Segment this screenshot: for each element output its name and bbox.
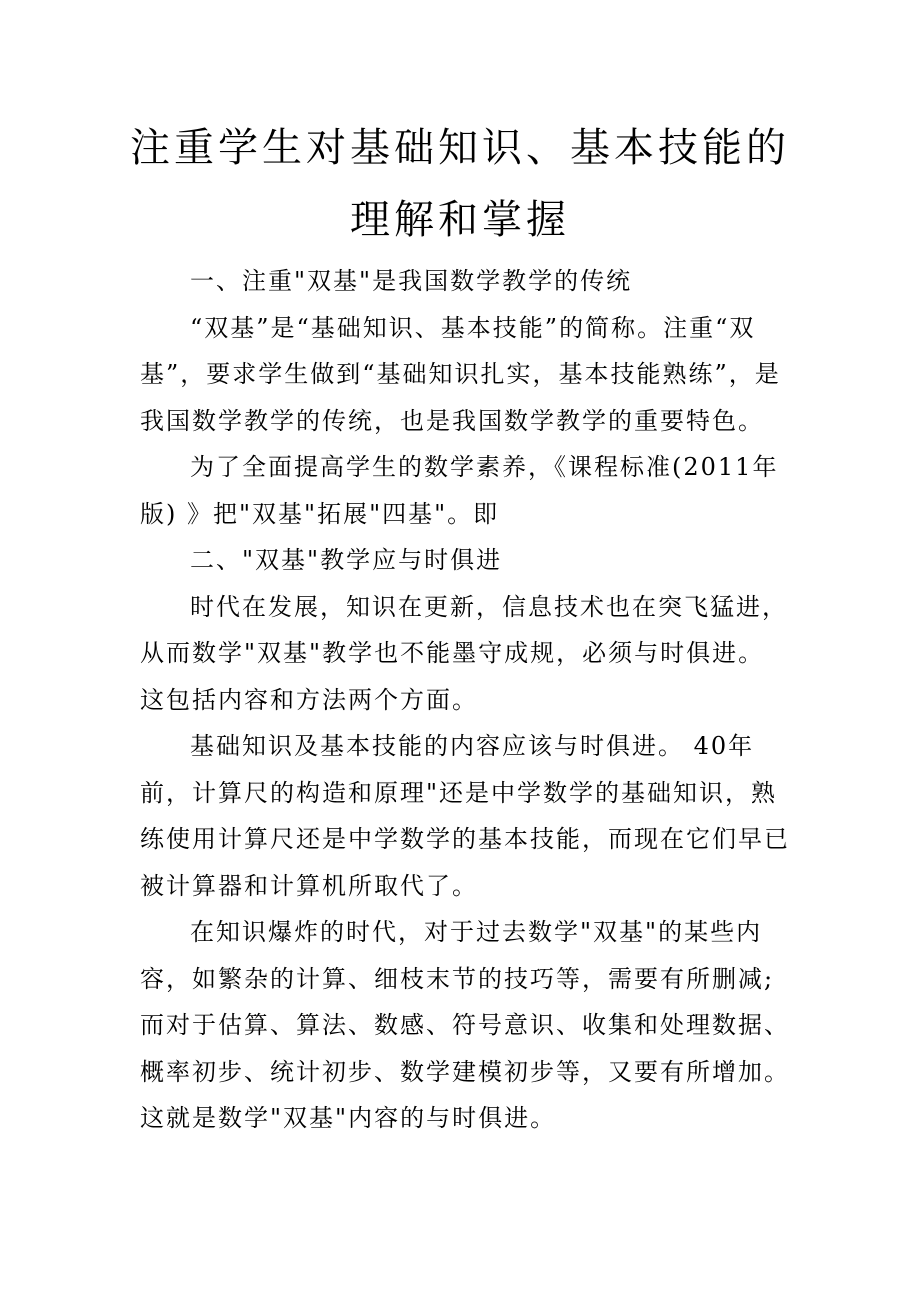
section-heading-1: 一、注重"双基"是我国数学教学的传统: [190, 267, 633, 295]
document-title-line-1: 注重学生对基础知识、基本技能的: [130, 125, 790, 171]
section-heading-2: 二、"双基"教学应与时俱进: [190, 546, 503, 574]
document-body: [140, 258, 790, 1142]
paragraph-sji-extension: 为了全面提高学生的数学素养，《课程标准(2011年版) 》把"双基"拓展"四基"。即: [140, 453, 779, 528]
paragraph-times-development: 时代在发展，知识在更新，信息技术也在突飞猛进，从而数学"双基"教学也不能墨守成规，必须与时俱进。这包括内容和方法两个方面。: [140, 592, 788, 714]
document-title-line-2: 理解和掌握: [350, 197, 570, 243]
paragraph-knowledge-explosion: 在知识爆炸的时代，对于过去数学"双基"的某些内容，如繁杂的计算、细枝末节的技巧等，需要有所删减;而对于估算、算法、数感、符号意识、收集和处理数据、概率初步、统计初步、数学建模初步等，又要有所增加。这就是数学"双基"内容的与时俱进。: [140, 918, 790, 1132]
paragraph-shuangji-definition: “双基”是“基础知识、基本技能”的简称。注重“双基”，要求学生做到“基础知识扎实，基本技能熟练”，是我国数学教学的传统，也是我国数学教学的重要特色。: [140, 313, 781, 435]
paragraph-slide-rule: 基础知识及基本技能的内容应该与时俱进。 40年前，计算尺的构造和原理"还是中学数学的基础知识，熟练使用计算尺还是中学数学的基本技能，而现在它们早已被计算器和计算机所取代了。: [140, 732, 790, 900]
